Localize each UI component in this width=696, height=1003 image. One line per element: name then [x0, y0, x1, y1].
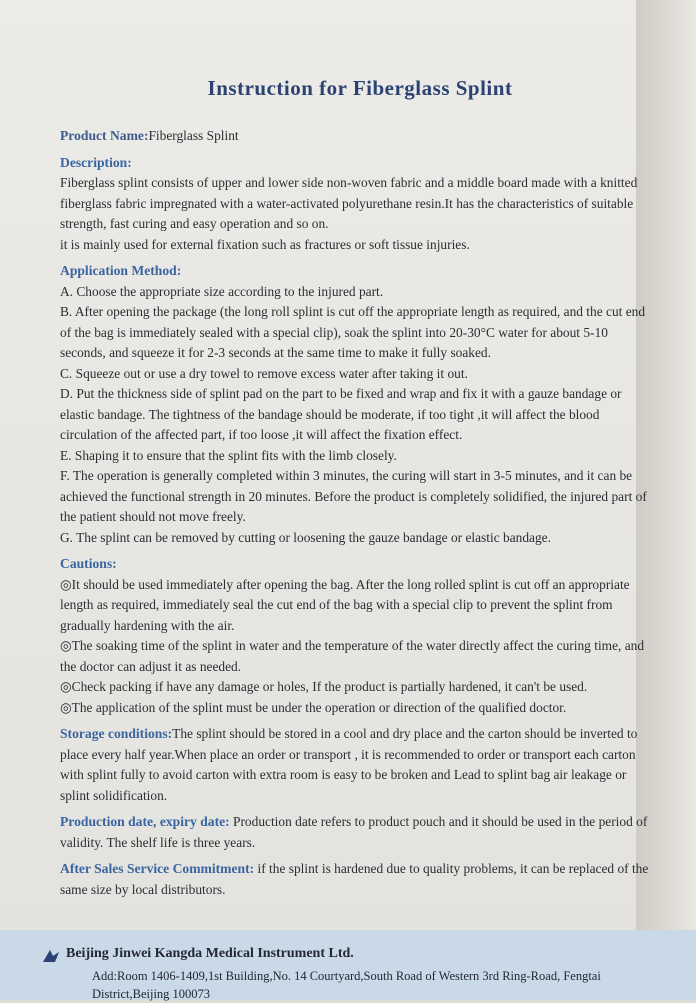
company-logo-icon	[42, 948, 62, 969]
product-name-label: Product Name:	[60, 128, 149, 143]
application-step: C. Squeeze out or use a dry towel to remove excess water after taking it out.	[60, 365, 468, 381]
storage-label: Storage conditions:	[60, 726, 173, 741]
caution-item: ◎Check packing if have any damage or holes, If the product is partially hardened, it can't be used.	[60, 679, 588, 694]
after-sales-label: After Sales Service Commitment:	[60, 861, 255, 876]
description-text-2: it is mainly used for external fixation such as fractures or soft tissue injuries.	[60, 236, 470, 252]
after-sales-paragraph	[60, 859, 656, 900]
after-sales-text: if the splint is hardened due to quality problems, it can be replaced of the same size by local distributors.	[60, 861, 649, 897]
production-label: Production date, expiry date:	[60, 814, 230, 829]
application-step: B. After opening the package (the long roll splint is cut off the appropriate length as required, and the cut end of the bag is immediately sealed with a special clip), soak the splint into 20-30°C water for about 5-10 seconds, and squeeze it for 2-3 seconds at the same time to make it fully soaked.	[60, 304, 646, 360]
product-name-line	[60, 126, 656, 147]
footer-band	[0, 930, 696, 1000]
page-title: Instruction for Fiberglass Splint	[207, 76, 513, 100]
application-step: F. The operation is generally completed within 3 minutes, the curing will start in 3-5 minutes, and it can be achieved the functional strength in 20 minutes. Before the product is completely solidified, the injured part of the patient should not move freely.	[60, 468, 647, 524]
application-step: A. Choose the appropriate size according to the injured part.	[60, 283, 384, 299]
company-name: Beijing Jinwei Kangda Medical Instrument Ltd.	[66, 946, 354, 961]
description-heading: Description:	[60, 154, 132, 170]
production-paragraph	[60, 812, 656, 853]
description-text: Fiberglass splint consists of upper and lower side non-woven fabric and a middle board made with a knitted fiberglass fabric impregnated with a water-activated polyurethane resin.It has the characteristics of suitable strength, fast curing and easy operation and so on.	[60, 175, 638, 231]
application-step: E. Shaping it to ensure that the splint fits with the limb closely.	[60, 447, 397, 463]
application-step: D. Put the thickness side of splint pad on the part to be fixed and wrap and fix it with a gauze bandage or elastic bandage. The tightness of the bandage should be moderate, if too tight ,it will affect the blood circulation of the affected part, if too loose ,it will affect the fixation effect.	[60, 386, 622, 442]
caution-item: ◎It should be used immediately after opening the bag. After the long rolled splint is cut off an appropriate length as required, immediately seal the cut end of the bag with a special clip to prevent the splint from gradually hardening with the air.	[60, 576, 630, 633]
caution-item: ◎The soaking time of the splint in water and the temperature of the water directly affect the curing time, and the doctor can adjust it as needed.	[60, 638, 645, 674]
application-step: G. The splint can be removed by cutting or loosening the gauze bandage or elastic bandage.	[60, 529, 551, 545]
production-text: Production date refers to product pouch and it should be used in the period of validity. The shelf life is three years.	[60, 814, 648, 850]
storage-paragraph	[60, 724, 656, 806]
company-address: Add:Room 1406-1409,1st Building,No. 14 Courtyard,South Road of Western 3rd Ring-Road, Fengtai District,Beijing 100073	[92, 969, 601, 1001]
content	[60, 126, 656, 900]
application-heading: Application Method:	[60, 263, 182, 278]
cautions-heading: Cautions:	[60, 556, 117, 571]
product-name-value: Fiberglass Splint	[148, 128, 239, 143]
caution-item: ◎The application of the splint must be under the operation or direction of the qualified doctor.	[60, 699, 567, 715]
storage-text: The splint should be stored in a cool and dry place and the carton should be inverted to place every half year.When place an order or transport , it is recommended to order or transport each carton with splint fully to avoid carton with extra room is easy to be broken and Lead to splint bag air leakage or splint solidification.	[60, 726, 638, 803]
